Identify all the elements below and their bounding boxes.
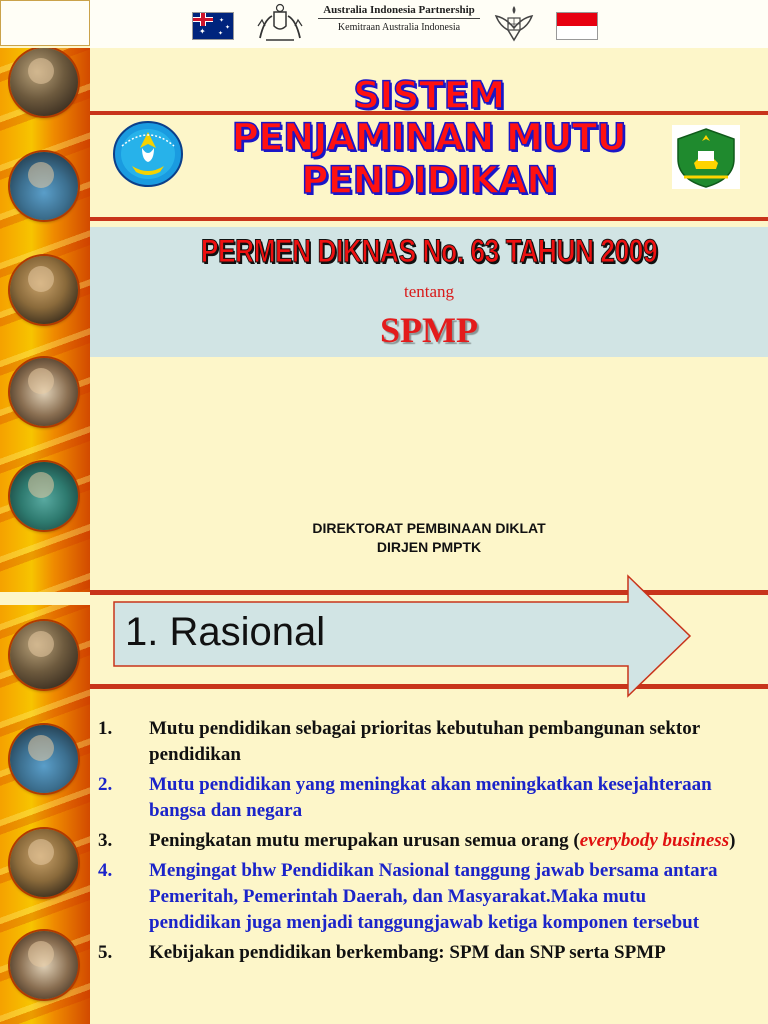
list-item-number: 3. xyxy=(98,830,113,851)
list-item xyxy=(98,716,738,768)
photo-circle-8 xyxy=(10,829,78,897)
australia-flag-icon: ✦ ✦ ✦ ✦ xyxy=(192,12,234,40)
partnership-line-2: Kemitraan Australia Indonesia xyxy=(337,22,461,33)
photo-circle-3 xyxy=(10,256,78,324)
header-corner-box xyxy=(0,0,90,46)
list-item-number: 5. xyxy=(98,942,113,963)
photo-circle-4 xyxy=(10,358,78,426)
directorate-line-1: DIREKTORAT PEMBINAAN DIKLAT xyxy=(312,520,546,536)
list-item-text: Kebijakan pendidikan berkembang: SPM dan SNP serta SPMP xyxy=(149,942,666,963)
list-item-emphasis: everybody business xyxy=(579,830,730,851)
regulation-banner xyxy=(90,227,768,357)
photo-circle-2 xyxy=(10,152,78,220)
list-item-number: 2. xyxy=(98,774,113,795)
list-item-number: 1. xyxy=(98,718,113,739)
list-item xyxy=(98,772,738,824)
decorative-photo-strip-bottom xyxy=(0,605,90,1024)
list-item-text: Peningkatan mutu merupakan urusan semua orang ( xyxy=(149,830,580,851)
photo-circle-1 xyxy=(10,48,78,116)
partnership-line-1: Australia Indonesia Partnership xyxy=(318,4,480,19)
regulation-title: PERMEN DIKNAS No. 63 TAHUN 2009 xyxy=(200,233,658,269)
partnership-text xyxy=(318,4,480,33)
title-rule-bottom xyxy=(90,217,768,221)
photo-circle-7 xyxy=(10,725,78,793)
list-item-text: Mutu pendidikan yang meningkat akan meningkatkan kesejahteraan bangsa dan negara xyxy=(149,774,712,821)
list-item-text: Mengingat bhw Pendidikan Nasional tanggung jawab bersama antara Pemeritah, Pemerintah Daerah, dan Masyarakat.Maka mutu pendidikan juga menjadi tanggungjawab ketiga komponen tersebut xyxy=(149,860,718,933)
directorate-line-2: DIRJEN PMPTK xyxy=(376,539,482,555)
list-item xyxy=(98,940,738,966)
indonesia-flag-icon xyxy=(556,12,598,40)
title-line-2: PENJAMINAN MUTU xyxy=(231,116,627,159)
list-item-text: Mutu pendidikan sebagai prioritas kebutuhan pembangunan sektor pendidikan xyxy=(149,718,700,765)
regulation-subject: SPMP xyxy=(380,310,478,350)
title-line-3: PENDIDIKAN xyxy=(301,159,557,202)
list-item xyxy=(98,858,738,936)
photo-circle-9 xyxy=(10,931,78,999)
list-item xyxy=(98,828,738,854)
tut-wuri-handayani-logo xyxy=(112,120,184,188)
title-line-1: SISTEM xyxy=(353,74,505,117)
rationale-list xyxy=(98,716,738,970)
list-item-number: 4. xyxy=(98,860,113,881)
regulation-about-label: tentang xyxy=(403,282,455,301)
kementerian-agama-logo xyxy=(670,123,742,191)
photo-circle-6 xyxy=(10,621,78,689)
australian-coat-of-arms-icon xyxy=(252,2,308,44)
photo-circle-5 xyxy=(10,462,78,530)
list-item-suffix: ) xyxy=(729,830,736,851)
decorative-photo-strip-top xyxy=(0,48,90,592)
section-heading: 1. Rasional xyxy=(125,610,326,654)
garuda-pancasila-icon xyxy=(492,2,536,46)
